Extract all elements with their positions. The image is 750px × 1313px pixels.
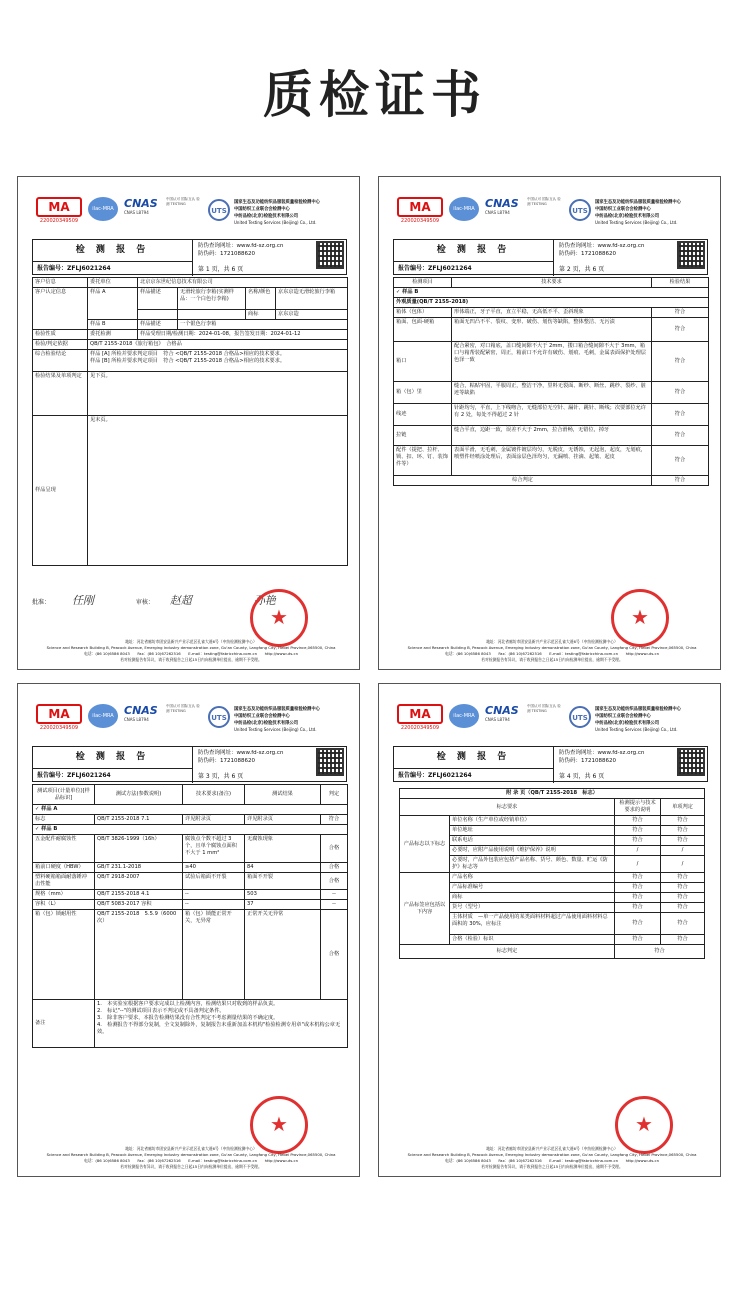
report-title: 检 测 报 告 — [33, 240, 193, 262]
uts-logo: UTS — [208, 706, 230, 728]
report-number: 报告编号：ZFLJ6021264 — [394, 262, 554, 276]
table-row: 箱体（包体） 形体端正，牙子平直，直立平稳，无高低不平、歪斜现象 符合 — [394, 308, 709, 318]
report-header — [32, 239, 347, 275]
table-row: 综合判定 符合 — [394, 476, 709, 486]
ilac-logo: ilac-MRA — [88, 704, 118, 728]
table-row: 箱（包）锁耐用性 QB/T 2155-2018 5.5.9（6000 次） 箱（包）锁能正常开关，无异常 正常开关无异常 合格 — [33, 910, 348, 1000]
report-page-2 — [378, 176, 721, 670]
appendix-table — [399, 788, 705, 959]
table-row: 线迹 针距均匀，平直，上下线吻合，无缝部位无空针、漏针、跳针、断线；次要部位允许有 2 处，每处不得超过 2 针 符合 — [394, 404, 709, 426]
report-header — [393, 746, 708, 782]
table-row: 商标 京东京造 — [33, 310, 348, 320]
header-logos — [397, 197, 707, 225]
table-row: 拉链 缝合平直，边距一致，误差不大于 2mm，拉合滑畅，无错位，掉牙 符合 — [394, 426, 709, 446]
query-info: 防伪查询网址：www.fd-sz.org.cn 防伪码：1721088620 — [559, 750, 645, 764]
table-row: 附 录 页（QB/T 2155-2018 标志） — [400, 789, 705, 799]
table-row: 配件（提把、拉杆、锁、扣、环、钉、装饰件等） 表面平滑，无毛刺，金属镀件镀层均匀，无脱皮，无锈蚀，无起泡，起皮，无划痕，喷塑件经喷涂处理后，表面涂层色泽均匀，无漏喷、挂滴、起皱、起皮 符合 — [394, 446, 709, 476]
query-info: 防伪查询网址：www.fd-sz.org.cn 防伪码：1721088620 — [198, 243, 284, 257]
table-row: 联系电话 符合 符合 — [400, 836, 705, 846]
accreditation-note: 中国认可 国际互认 检测 TESTING — [166, 704, 200, 713]
table-row: 塑料硬箱箱面耐落锤冲击性能 QB/T 2918-2007 试验后箱面不开裂 箱面不开裂 合格 — [33, 873, 348, 890]
approver-signature: 任刚 — [71, 594, 94, 607]
report-number: 报告编号：ZFLJ6021264 — [394, 769, 554, 783]
accreditation-note: 中国认可 国际互认 检测 TESTING — [527, 197, 561, 206]
report-page-4 — [378, 683, 721, 1177]
ma-logo: MA 220020349509 — [397, 704, 443, 731]
report-header — [393, 239, 708, 275]
qr-code-icon — [677, 241, 705, 269]
table-row: 必要时，应附产品使用说明《维护保养》说明 / / — [400, 846, 705, 856]
header-logos — [397, 704, 707, 732]
reviewer-signature: 赵超 — [169, 594, 192, 607]
accreditation-note: 中国认可 国际互认 检测 TESTING — [527, 704, 561, 713]
table-row: 测试项目(计量单位)[样品标识] 测试方法(参数说明) 技术要求(备注) 测试结果 判定 — [33, 785, 348, 805]
cnas-logo: CNAS CNAS L8794 — [124, 704, 158, 722]
appearance-table — [393, 277, 709, 486]
report-header — [32, 746, 347, 782]
lab-name: 国家生态及功能纺织品服装质量检验检测中心 中国纺织工业联合会检测中心 中纺品检(北京)检验技术有限公司 United Testing Services (Beijing) Co., Ltd. — [595, 200, 681, 225]
lab-name: 国家生态及功能纺织品服装质量检验检测中心 中国纺织工业联合会检测中心 中纺品检(北京)检验技术有限公司 United Testing Services (Beijing) Co., Ltd. — [234, 200, 320, 225]
uts-logo: UTS — [569, 706, 591, 728]
report-page-3 — [17, 683, 360, 1177]
table-row: 箱口 配合紧密，对口箱底，盖口缝间隙不大于 2mm，搂口箱合缝间隙不大于 3mm，箱口与箱帮装配紧密，周正，箱前口不允许有破伤、划痕、毛刺，金属表面保护处理层色泽一致 符合 — [394, 342, 709, 382]
table-row: 单位地址 符合 符合 — [400, 826, 705, 836]
report-number: 报告编号：ZFLJ6021264 — [33, 769, 193, 783]
page-footer: 地址：河北省廊坊市固安县新兴产业示范区孔雀大道6号（中纺检测检测中心） Science and Research Building B, Peacock Avenue, Emerging Industry demonstration zone, Gu'an County, Langfang City, Hebei Province,065500, China 电话：(86 10)6586 8043 Fax：(86 10)67262516 E-mail：testing@fabricchina.com.cn http://www.uts.cn 若对检测报告有异议，请于收到报告之日起15日内向检测单位提出，逾期不予受理。 — [407, 1146, 697, 1169]
ma-logo: MA 220020349509 — [36, 197, 82, 224]
table-row: 产品标准编号 符合 符合 — [400, 883, 705, 893]
table-row: ✓ 样品 B — [33, 825, 348, 835]
page-number: 第 3 页，共 6 页 — [198, 773, 244, 780]
official-stamp-icon: ★ — [250, 589, 308, 647]
table-row: 综合检验结论 样品 [A] 所检并要求判定项目 符合 <QB/T 2155-2018 合格品>相应的技术要求。 样品 [B] 所检并要求判定项目 符合 <QB/T 2155-2018 合格品>相应的技术要求。 — [33, 350, 348, 372]
header-logos — [36, 197, 346, 225]
table-row: 箱前口硬度（HBW） GB/T 231.1-2018 ≥40 84 合格 — [33, 863, 348, 873]
table-row: 检验性质 委托检测 样品受理日期/检测日期：2024-01-08，报告签发日期：2024-01-12 — [33, 330, 348, 340]
drafter-signature: 孙艳 — [253, 594, 276, 607]
table-row: 标志判定 符合 — [400, 945, 705, 959]
official-stamp-icon: ★ — [250, 1096, 308, 1154]
signature-row: 批准： 任刚 审核： 赵超 孙艳 — [32, 594, 276, 607]
table-row: 标志 QB/T 2155-2018 7.1 详见附录页 详见附录页 符合 — [33, 815, 348, 825]
lab-name: 国家生态及功能纺织品服装质量检验检测中心 中国纺织工业联合会检测中心 中纺品检(北京)检验技术有限公司 United Testing Services (Beijing) Co., Ltd. — [234, 707, 320, 732]
table-row: 货号（型号） 符合 符合 — [400, 903, 705, 913]
accreditation-note: 中国认可 国际互认 检测 TESTING — [166, 197, 200, 206]
table-row: 检验/判定依据 QB/T 2155-2018《旅行箱包》 合格品 — [33, 340, 348, 350]
ilac-logo: ilac-MRA — [88, 197, 118, 221]
qr-code-icon — [316, 241, 344, 269]
report-page-1 — [17, 176, 360, 670]
test-results-table — [32, 784, 348, 1048]
table-row: 五金配件耐腐蚀性 QB/T 3826-1999（16h） 腐蚀点个数不超过 3 个，且单个腐蚀点面积不大于 1 mm² 无腐蚀现象 合格 — [33, 835, 348, 863]
cnas-logo: CNAS CNAS L8794 — [485, 197, 519, 215]
table-row: 标志要求 检测提示与技术要求的说明 单项判定 — [400, 799, 705, 816]
uts-logo: UTS — [569, 199, 591, 221]
page-footer: 地址：河北省廊坊市固安县新兴产业示范区孔雀大道6号（中纺检测检测中心） Science and Research Building B, Peacock Avenue, Emerging Industry demonstration zone, Gu'an County, Langfang City, Hebei Province,065500, China 电话：(86 10)6586 8043 Fax：(86 10)67262516 E-mail：testing@fabricchina.com.cn http://www.uts.cn 若对检测报告有异议，请于收到报告之日起15日内向检测单位提出，逾期不予受理。 — [46, 1146, 336, 1169]
ilac-logo: ilac-MRA — [449, 704, 479, 728]
page-number: 第 2 页，共 6 页 — [559, 266, 605, 273]
official-stamp-icon: ★ — [615, 1096, 673, 1154]
query-info: 防伪查询网址：www.fd-sz.org.cn 防伪码：1721088620 — [198, 750, 284, 764]
ma-logo: MA 220020349509 — [397, 197, 443, 224]
official-stamp-icon: ★ — [611, 589, 669, 647]
page-number: 第 4 页，共 6 页 — [559, 773, 605, 780]
report-number: 报告编号：ZFLJ6021264 — [33, 262, 193, 276]
uts-logo: UTS — [208, 199, 230, 221]
client-info-table — [32, 277, 348, 566]
table-row: 箱面、包面-硬箱 箱面无凹凸不平、裂纹、变形、破伤、划伤等缺陷，整体整洁、无污渍 符合 — [394, 318, 709, 342]
table-row: 备注 1. 本实验室根据客户要求完成以上检测内容，检测结果只对收到的样品负责。 2. 标记"--"的测试项目表示不判定或不具备判定条件。 3. 除非客户要求，本报告检测结果没有合性判定不考虑测量结果的不确定度。 4. 检测报告不得部分复制，全文复制除外，复制报告未重新加盖本机构"检验检测专用章"或本机构公章无效。 — [33, 1000, 348, 1048]
table-row: 产品标签应包括以下内容 产品名称 符合 符合 — [400, 873, 705, 883]
report-title: 检 测 报 告 — [394, 747, 554, 769]
table-row: 合格（检验）标识 符合 符合 — [400, 935, 705, 945]
page-footer: 地址：河北省廊坊市固安县新兴产业示范区孔雀大道6号（中纺检测检测中心） Science and Research Building B, Peacock Avenue, Emerging Industry demonstration zone, Gu'an County, Langfang City, Hebei Province,065500, China 电话：(86 10)6586 8043 Fax：(86 10)67262516 E-mail：testing@fabricchina.com.cn http://www.uts.cn 若对检测报告有异议，请于收到报告之日起15日内向检测单位提出，逾期不予受理。 — [46, 639, 336, 662]
table-row: 产品标志以下标志 单位名称（生产单位或经销单位） 符合 符合 — [400, 816, 705, 826]
table-row: 样品 B 样品描述 一个银色行李箱 — [33, 320, 348, 330]
table-row: 规格（mm） QB/T 2155-2018 4.1 -- 503 -- — [33, 890, 348, 900]
table-row: 检验结果及单项判定 见下页。 — [33, 372, 348, 416]
table-row: 必要时，产品外包装应包括产品名称、货号、颜色、数量、贮运《防护》标志等 / / — [400, 856, 705, 873]
table-row: 检测项目 技术要求 检验结果 — [394, 278, 709, 288]
table-row: 客户信息 委托单位 北京京东世纪信息技术有限公司 — [33, 278, 348, 288]
cnas-logo: CNAS CNAS L8794 — [124, 197, 158, 215]
table-row: 箱（包）里 缝合，粘贴牢固，平服周正，整洁干净，里料无裂面、断纱、断丝、跳纱、裂纱、脏迹等缺陷 符合 — [394, 382, 709, 404]
table-row: ✓ 样品 A — [33, 805, 348, 815]
table-row: 客户认定信息 样品 A 样品描述 无滑轮旅行李箱(实测样品：一个白色行李箱) 名称/颜色 京东京造无滑轮旅行李箱 — [33, 288, 348, 310]
page-number: 第 1 页，共 6 页 — [198, 266, 244, 273]
page-footer: 地址：河北省廊坊市固安县新兴产业示范区孔雀大道6号（中纺检测检测中心） Science and Research Building B, Peacock Avenue, Emerging Industry demonstration zone, Gu'an County, Langfang City, Hebei Province,065500, China 电话：(86 10)6586 8043 Fax：(86 10)67262516 E-mail：testing@fabricchina.com.cn http://www.uts.cn 若对检测报告有异议，请于收到报告之日起15日内向检测单位提出，逾期不予受理。 — [407, 639, 697, 662]
report-title: 检 测 报 告 — [33, 747, 193, 769]
query-info: 防伪查询网址：www.fd-sz.org.cn 防伪码：1721088620 — [559, 243, 645, 257]
table-row: 容积（L） QB/T 5083-2017 容积 -- 37 -- — [33, 900, 348, 910]
table-row: ✓ 样品 B — [394, 288, 709, 298]
table-row: 主体材质 —单一产品使用的某类面料材料超过产品使用面料材料总面积的 30%，应标注 符合 符合 — [400, 913, 705, 935]
table-row: 样品呈现 见末页。 — [33, 416, 348, 566]
lab-name: 国家生态及功能纺织品服装质量检验检测中心 中国纺织工业联合会检测中心 中纺品检(北京)检验技术有限公司 United Testing Services (Beijing) Co., Ltd. — [595, 707, 681, 732]
table-row: 外观质量(QB/T 2155-2018) — [394, 298, 709, 308]
page-title: 质检证书 — [263, 66, 487, 124]
ma-logo: MA 220020349509 — [36, 704, 82, 731]
header-logos — [36, 704, 346, 732]
qr-code-icon — [316, 748, 344, 776]
ilac-logo: ilac-MRA — [449, 197, 479, 221]
report-title: 检 测 报 告 — [394, 240, 554, 262]
table-row: 商标 符合 符合 — [400, 893, 705, 903]
qr-code-icon — [677, 748, 705, 776]
cnas-logo: CNAS CNAS L8794 — [485, 704, 519, 722]
